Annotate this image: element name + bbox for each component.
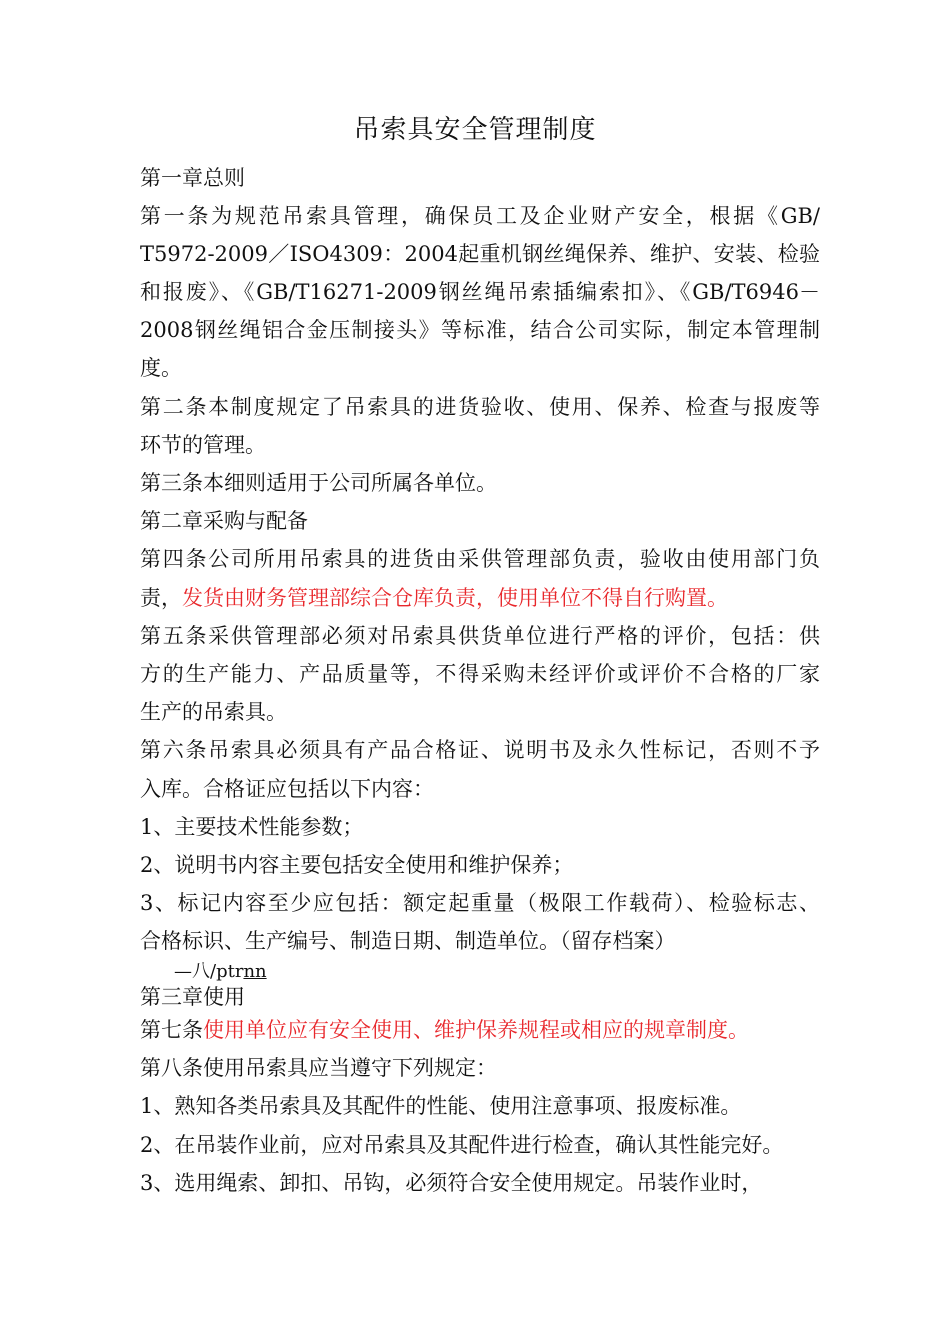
article-8-line: 第八条使用吊索具应当遵守下列规定：	[140, 1056, 497, 1080]
document-title: 吊索具安全管理制度	[353, 115, 597, 145]
article-7-highlight: 使用单位应有安全使用、维护保养规程或相应的规章制度。	[203, 1018, 749, 1042]
handwritten-note	[174, 961, 267, 983]
article-3: 第三条本细则适用于公司所属各单位。	[140, 471, 497, 495]
article-7-label: 第七条	[140, 1018, 203, 1042]
article-5-line: 方的生产能力、产品质量等，不得采购未经评价或评价不合格的厂家	[140, 662, 820, 686]
list-item: 1、熟知各类吊索具及其配件的性能、使用注意事项、报废标准。	[140, 1094, 742, 1118]
article-4-line: 第四条公司所用吊索具的进货由采供管理部负责，验收由使用部门负	[140, 547, 820, 571]
chapter-heading: 第二章采购与配备	[140, 509, 308, 533]
article-5-line: 生产的吊索具。	[140, 700, 287, 724]
list-item: 1、主要技术性能参数；	[140, 815, 364, 839]
article-4-line	[140, 583, 728, 613]
chapter-heading: 第一章总则	[140, 166, 245, 190]
article-5-line: 第五条采供管理部必须对吊索具供货单位进行严格的评价，包括：供	[140, 624, 820, 648]
handwritten-note-underlined: nn	[243, 961, 267, 982]
article-2-line: 第二条本制度规定了吊索具的进货验收、使用、保养、检查与报废等	[140, 395, 820, 419]
article-6-line: 入库。合格证应包括以下内容：	[140, 777, 434, 801]
article-4-highlight: 发货由财务管理部综合仓库负责，使用单位不得自行购置。	[182, 586, 728, 610]
article-1-line: 和报废》、《GB/T16271-2009钢丝绳吊索插编索扣》、《GB/T6946－	[140, 280, 820, 304]
article-1-line: T5972-2009／ISO4309：2004起重机钢丝绳保养、维护、安装、检验	[140, 242, 820, 266]
article-2-line: 环节的管理。	[140, 433, 266, 457]
article-6-line: 第六条吊索具必须具有产品合格证、说明书及永久性标记，否则不予	[140, 738, 820, 762]
article-1-line: 第一条为规范吊索具管理，确保员工及企业财产安全，根据《GB/	[140, 204, 820, 228]
article-7	[140, 1015, 749, 1045]
article-4-text: 责，	[140, 586, 182, 610]
list-item: 2、说明书内容主要包括安全使用和维护保养；	[140, 853, 574, 877]
list-item: 2、在吊装作业前，应对吊索具及其配件进行检查，确认其性能完好。	[140, 1133, 784, 1157]
list-item: 3、标记内容至少应包括：额定起重量（极限工作载荷）、检验标志、	[140, 891, 820, 915]
handwritten-note-text: —八/ptr	[174, 961, 244, 982]
chapter-heading: 第三章使用	[140, 985, 245, 1009]
article-1-line: 2008钢丝绳铝合金压制接头》等标准，结合公司实际，制定本管理制	[140, 318, 820, 342]
list-item: 合格标识、生产编号、制造日期、制造单位。（留存档案）	[140, 929, 676, 953]
list-item: 3、选用绳索、卸扣、吊钩，必须符合安全使用规定。吊装作业时，	[140, 1171, 763, 1195]
article-1-line: 度。	[140, 356, 182, 380]
